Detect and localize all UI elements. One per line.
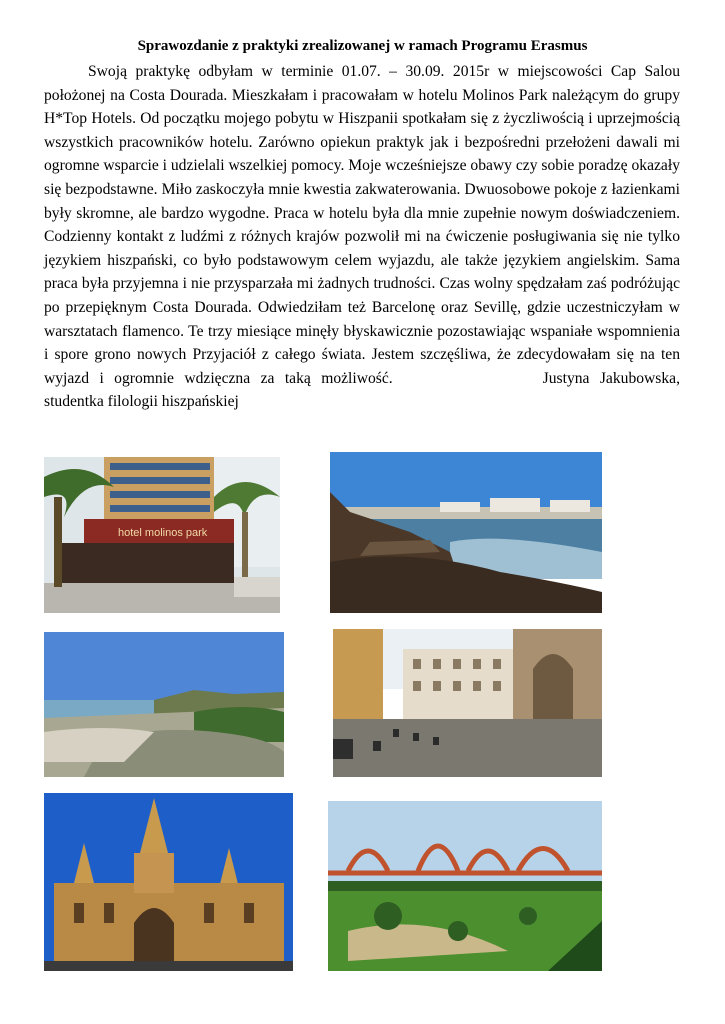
hotel-sign-text: hotel molinos park [118,527,208,539]
photo-gothic-cathedral [44,793,293,971]
photo-city-plaza [333,629,602,777]
paragraph-text: Swoją praktykę odbyłam w terminie 01.07. – 30.09. 2015r w miejscowości Cap Salou położonej na Costa Dourada. Mieszkałam i pracowałam w hotelu Molinos Park należącym do grupy H*Top Hotels. Od początku mojego pobytu w Hiszpanii spotkałam się z życzliwością i uprzejmością wszystkich pracowników hotelu. Zarówno opiekun praktyk jak i bezpośredni przełożeni dawali mi ogromne wsparcie i udzielali wszelkiej pomocy. Moje wcześniejsze obawy czy sobie poradzę okazały się bezpodstawne. Miło zaskoczyła mnie kwestia zakwaterowania. Dwuosobowe pokoje z łazienkami były skromne, ale bardzo wygodne. Praca w hotelu była dla mnie zupełnie nowym doświadczeniem. Codzienny kontakt z ludźmi z różnych krajów pozwolił mi na ćwiczenie posługiwania się nie tylko językiem hiszpański, co było podstawowym celem wyjazdu, ale także językiem angielskim. Sama praca była przyjemna i nie przysparzała mi żadnych trudności. Czas wolny spędzałam zaś podróżując po przepięknym Costa Dourada. Odwiedziłam też Barcelonę oraz Sevillę, gdzie uczestniczyłam w warsztatach flamenco. Te trzy miesiące minęły błyskawicznie pozostawiając wspaniałe wspomnienia i spore grono nowych Przyjaciół z całego świata. Jestem szczęśliwa, że zdecydowałam się na ten wyjazd i ogromnie wdzięczna za taką możliwość. [44,63,680,387]
report-paragraph [44,60,680,414]
photo-hotel-facade [44,457,280,613]
photo-seaside-cliff [44,632,284,777]
photo-rollercoaster-park [328,801,602,971]
photo-rocky-coast [330,452,602,613]
document-title: Sprawozdanie z praktyki zrealizowanej w ramach Programu Erasmus [137,38,588,54]
signature: Justyna Jakubowska, studentka filologii hiszpańskiej [44,369,680,411]
